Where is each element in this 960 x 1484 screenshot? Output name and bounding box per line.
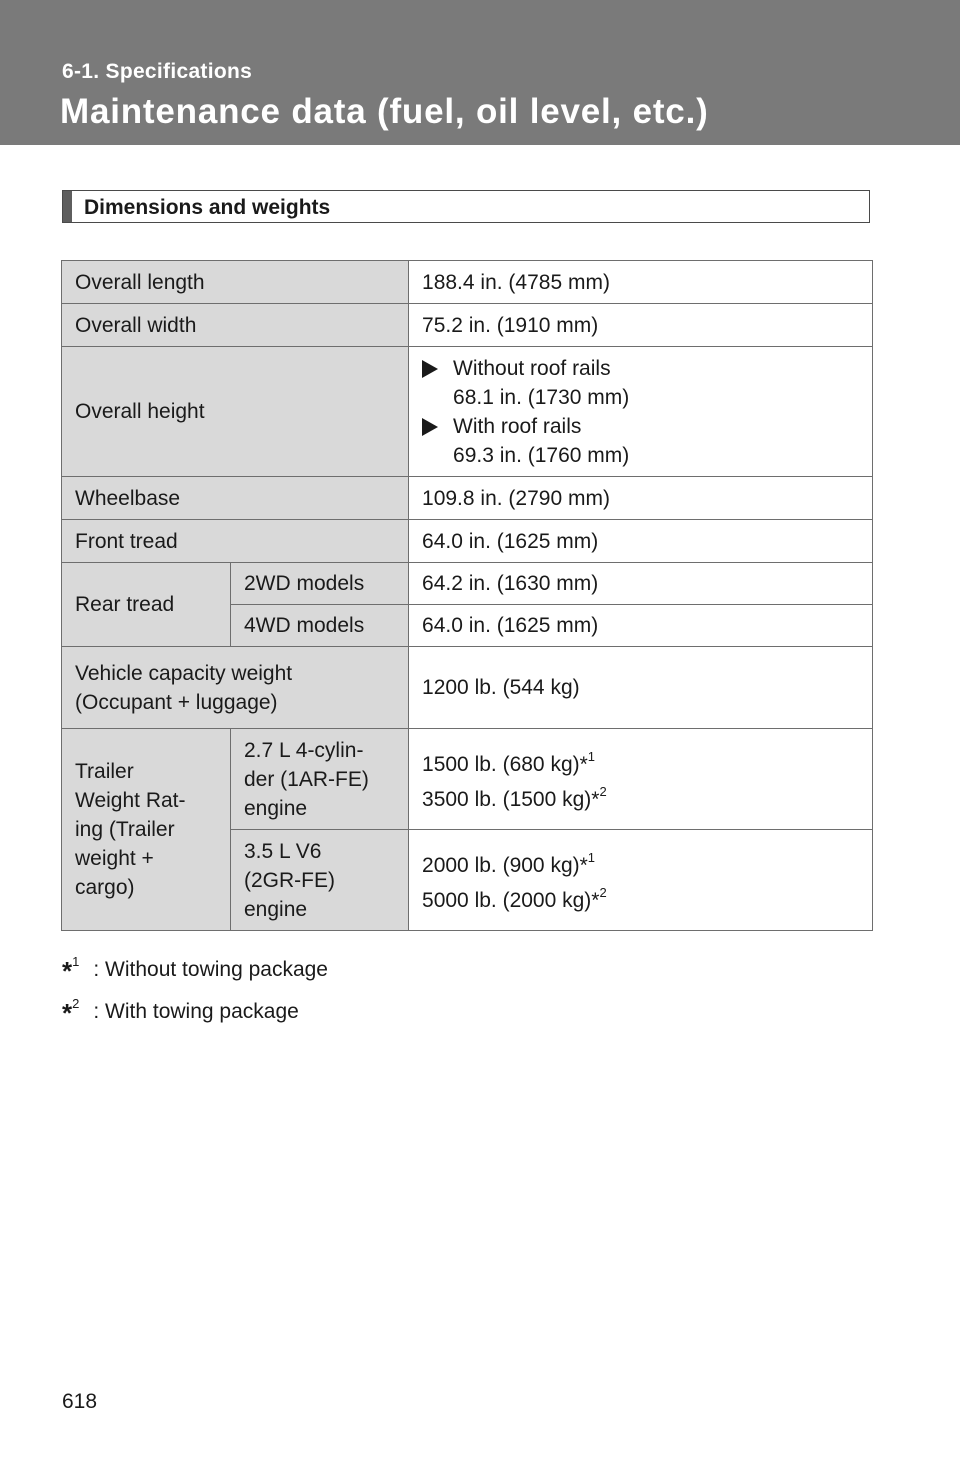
row-value: 1200 lb. (544 kg) [409, 647, 873, 729]
table-row [62, 647, 873, 729]
label-line: cargo) [75, 876, 135, 899]
footnote-number: 1 [72, 954, 80, 969]
engine-line: (2GR-FE) [244, 868, 335, 892]
row-label: Rear tread [62, 563, 231, 647]
label-line: weight + [75, 847, 154, 870]
value-line [422, 845, 872, 880]
footnote-ref: 1 [587, 749, 596, 764]
option-value: 69.3 in. (1760 mm) [453, 443, 630, 467]
option-value: 68.1 in. (1730 mm) [453, 385, 630, 409]
table-row [62, 261, 873, 304]
row-label: Front tread [62, 520, 409, 563]
row-label: Overall length [62, 261, 409, 304]
value-text: 2000 lb. (900 kg)* [422, 854, 588, 877]
row-sublabel: 4WD models [231, 605, 409, 647]
row-value [409, 347, 873, 477]
value-text: 5000 lb. (2000 kg)* [422, 889, 600, 912]
height-option [422, 354, 872, 412]
page-title: Maintenance data (fuel, oil level, etc.) [60, 92, 709, 131]
row-label [62, 729, 231, 931]
row-value: 64.0 in. (1625 mm) [409, 520, 873, 563]
value-line [422, 779, 872, 814]
label-line: Trailer [75, 760, 134, 783]
engine-line: 2.7 L 4-cylin- [244, 738, 364, 762]
table-row [62, 729, 873, 830]
subsection-title: Dimensions and weights [84, 196, 331, 219]
value-text: 3500 lb. (1500 kg)* [422, 788, 600, 811]
table-row [62, 563, 873, 605]
row-value: 109.8 in. (2790 mm) [409, 477, 873, 520]
value-text: 1500 lb. (680 kg)* [422, 753, 588, 776]
footnote-marker: * [62, 956, 73, 986]
subsection-heading [62, 190, 870, 223]
footnote-ref: 2 [599, 784, 607, 799]
engine-line: engine [244, 796, 308, 820]
footnote-ref: 1 [587, 850, 596, 865]
page-header [0, 0, 960, 145]
triangle-bullet-icon [422, 360, 438, 378]
heading-bar [63, 191, 72, 222]
row-value [409, 729, 873, 830]
row-value: 64.2 in. (1630 mm) [409, 563, 873, 605]
footnote-marker: * [62, 998, 73, 1028]
row-label: Overall height [62, 347, 409, 477]
label-line: Weight Rat- [75, 789, 186, 812]
page-number: 618 [62, 1390, 98, 1413]
table-row [62, 347, 873, 477]
label-line: Vehicle capacity weight [75, 661, 293, 685]
footnote-ref: 2 [599, 885, 607, 900]
value-line [422, 880, 872, 915]
row-sublabel [231, 729, 409, 830]
row-label: Overall width [62, 304, 409, 347]
row-value: 188.4 in. (4785 mm) [409, 261, 873, 304]
table-row [62, 304, 873, 347]
label-line: (Occupant + luggage) [75, 690, 278, 714]
row-label: Wheelbase [62, 477, 409, 520]
row-value: 64.0 in. (1625 mm) [409, 605, 873, 647]
engine-line: 3.5 L V6 [244, 839, 322, 863]
footnote-text: : With towing package [93, 1000, 299, 1023]
table-row [62, 520, 873, 563]
section-label: 6-1. Specifications [62, 60, 253, 83]
footnote [62, 952, 328, 986]
row-label [62, 647, 409, 729]
option-label: Without roof rails [453, 356, 611, 380]
footnote-text: : Without towing package [93, 958, 328, 981]
engine-line: engine [244, 897, 308, 921]
height-option [422, 412, 872, 470]
row-value [409, 830, 873, 931]
footnote [62, 994, 299, 1028]
row-sublabel [231, 830, 409, 931]
triangle-bullet-icon [422, 418, 438, 436]
row-sublabel: 2WD models [231, 563, 409, 605]
footnote-number: 2 [72, 996, 80, 1011]
engine-line: der (1AR-FE) [244, 767, 369, 791]
table-row [62, 477, 873, 520]
value-line [422, 744, 872, 779]
label-line: ing (Trailer [75, 818, 175, 841]
row-value: 75.2 in. (1910 mm) [409, 304, 873, 347]
option-label: With roof rails [453, 414, 582, 438]
spec-table [61, 260, 873, 931]
